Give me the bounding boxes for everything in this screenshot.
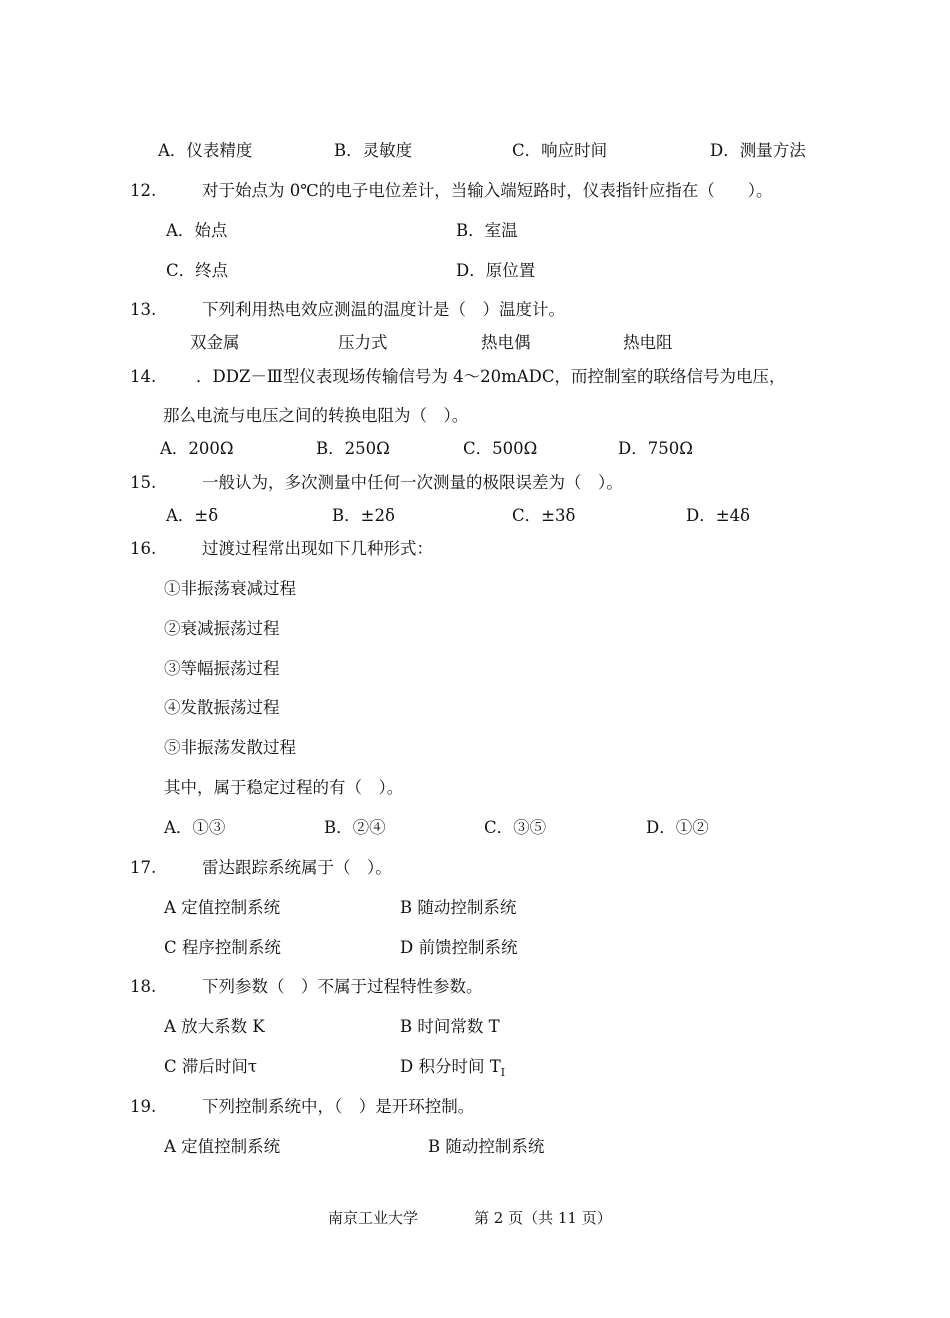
q15-option-d: D．±4δ (686, 506, 750, 525)
q18-text: 下列参数（ ）不属于过程特性参数。 (202, 977, 483, 996)
q14-option-b: B．250Ω (316, 439, 390, 458)
q14-option-a: A．200Ω (160, 439, 234, 458)
footer-page-number: 第 2 页（共 11 页） (474, 1209, 612, 1227)
q12-text: 对于始点为 0℃的电子电位差计，当输入端短路时，仪表指针应指在（ ）。 (202, 181, 773, 200)
q13-text: 下列利用热电效应测温的温度计是（ ）温度计。 (202, 300, 565, 319)
q11-option-a: A．仪表精度 (158, 141, 253, 160)
q12-option-c: C．终点 (166, 261, 229, 280)
q16-number: 16. (130, 539, 157, 558)
q17-text: 雷达跟踪系统属于（ ）。 (202, 858, 392, 877)
q16-text: 过渡过程常出现如下几种形式： (202, 539, 433, 558)
q15-text: 一般认为，多次测量中任何一次测量的极限误差为（ ）。 (202, 473, 623, 492)
q11-option-b: B．灵敏度 (334, 141, 413, 160)
q18-option-c: C 滞后时间τ (164, 1057, 257, 1076)
q13-number: 13. (130, 300, 157, 319)
q16-option-a: A．①③ (164, 818, 226, 837)
q16-option-d: D．①② (646, 818, 709, 837)
q18-option-d (400, 1056, 505, 1084)
q14-option-c: C．500Ω (463, 439, 538, 458)
q16-item-3: ③等幅振荡过程 (164, 659, 280, 678)
q12-option-b: B．室温 (456, 221, 518, 240)
q14-text: ．DDZ－Ⅲ型仪表现场传输信号为 4～20mADC，而控制室的联络信号为电压， (196, 367, 786, 386)
q12-option-a: A．始点 (166, 221, 228, 240)
q18-number: 18. (130, 977, 157, 996)
q15-option-b: B．±2δ (332, 506, 395, 525)
q15-option-a: A．±δ (166, 506, 219, 525)
q18-option-b: B 时间常数 T (400, 1017, 500, 1036)
q16-option-c: C．③⑤ (484, 818, 547, 837)
q17-option-b: B 随动控制系统 (400, 898, 517, 917)
q16-option-b: B．②④ (324, 818, 386, 837)
q15-option-c: C．±3δ (512, 506, 576, 525)
q18-option-d-text: D 积分时间 T (400, 1057, 501, 1076)
q13-option-3: 热电偶 (481, 333, 531, 352)
q18-option-a: A 放大系数 K (164, 1017, 265, 1036)
q16-item-2: ②衰减振荡过程 (164, 619, 280, 638)
q14-text-cont: 那么电流与电压之间的转换电阻为（ ）。 (163, 406, 469, 425)
q14-number: 14. (130, 367, 157, 386)
q13-option-4: 热电阻 (623, 333, 673, 352)
q17-option-d: D 前馈控制系统 (400, 938, 518, 957)
q16-text-cont: 其中，属于稳定过程的有（ ）。 (164, 778, 404, 797)
q17-number: 17. (130, 858, 157, 877)
q11-option-c: C．响应时间 (512, 141, 608, 160)
q11-option-d: D．测量方法 (710, 141, 806, 160)
q19-option-a: A 定值控制系统 (164, 1137, 281, 1156)
q17-option-a: A 定值控制系统 (164, 898, 281, 917)
q12-number: 12. (130, 181, 157, 200)
q16-item-1: ①非振荡衰减过程 (164, 579, 296, 598)
q19-option-b: B 随动控制系统 (428, 1137, 545, 1156)
q19-text: 下列控制系统中，（ ）是开环控制。 (202, 1097, 475, 1116)
q12-option-d: D．原位置 (456, 261, 536, 280)
q13-option-1: 双金属 (190, 333, 240, 352)
q16-item-4: ④发散振荡过程 (164, 698, 280, 717)
q19-number: 19. (130, 1097, 157, 1116)
q15-number: 15. (130, 473, 157, 492)
q16-item-5: ⑤非振荡发散过程 (164, 738, 296, 757)
q17-option-c: C 程序控制系统 (164, 938, 281, 957)
q18-option-d-subscript: I (500, 1066, 506, 1079)
q14-option-d: D．750Ω (618, 439, 693, 458)
footer-school: 南京工业大学 (328, 1209, 419, 1227)
q13-option-2: 压力式 (338, 333, 388, 352)
